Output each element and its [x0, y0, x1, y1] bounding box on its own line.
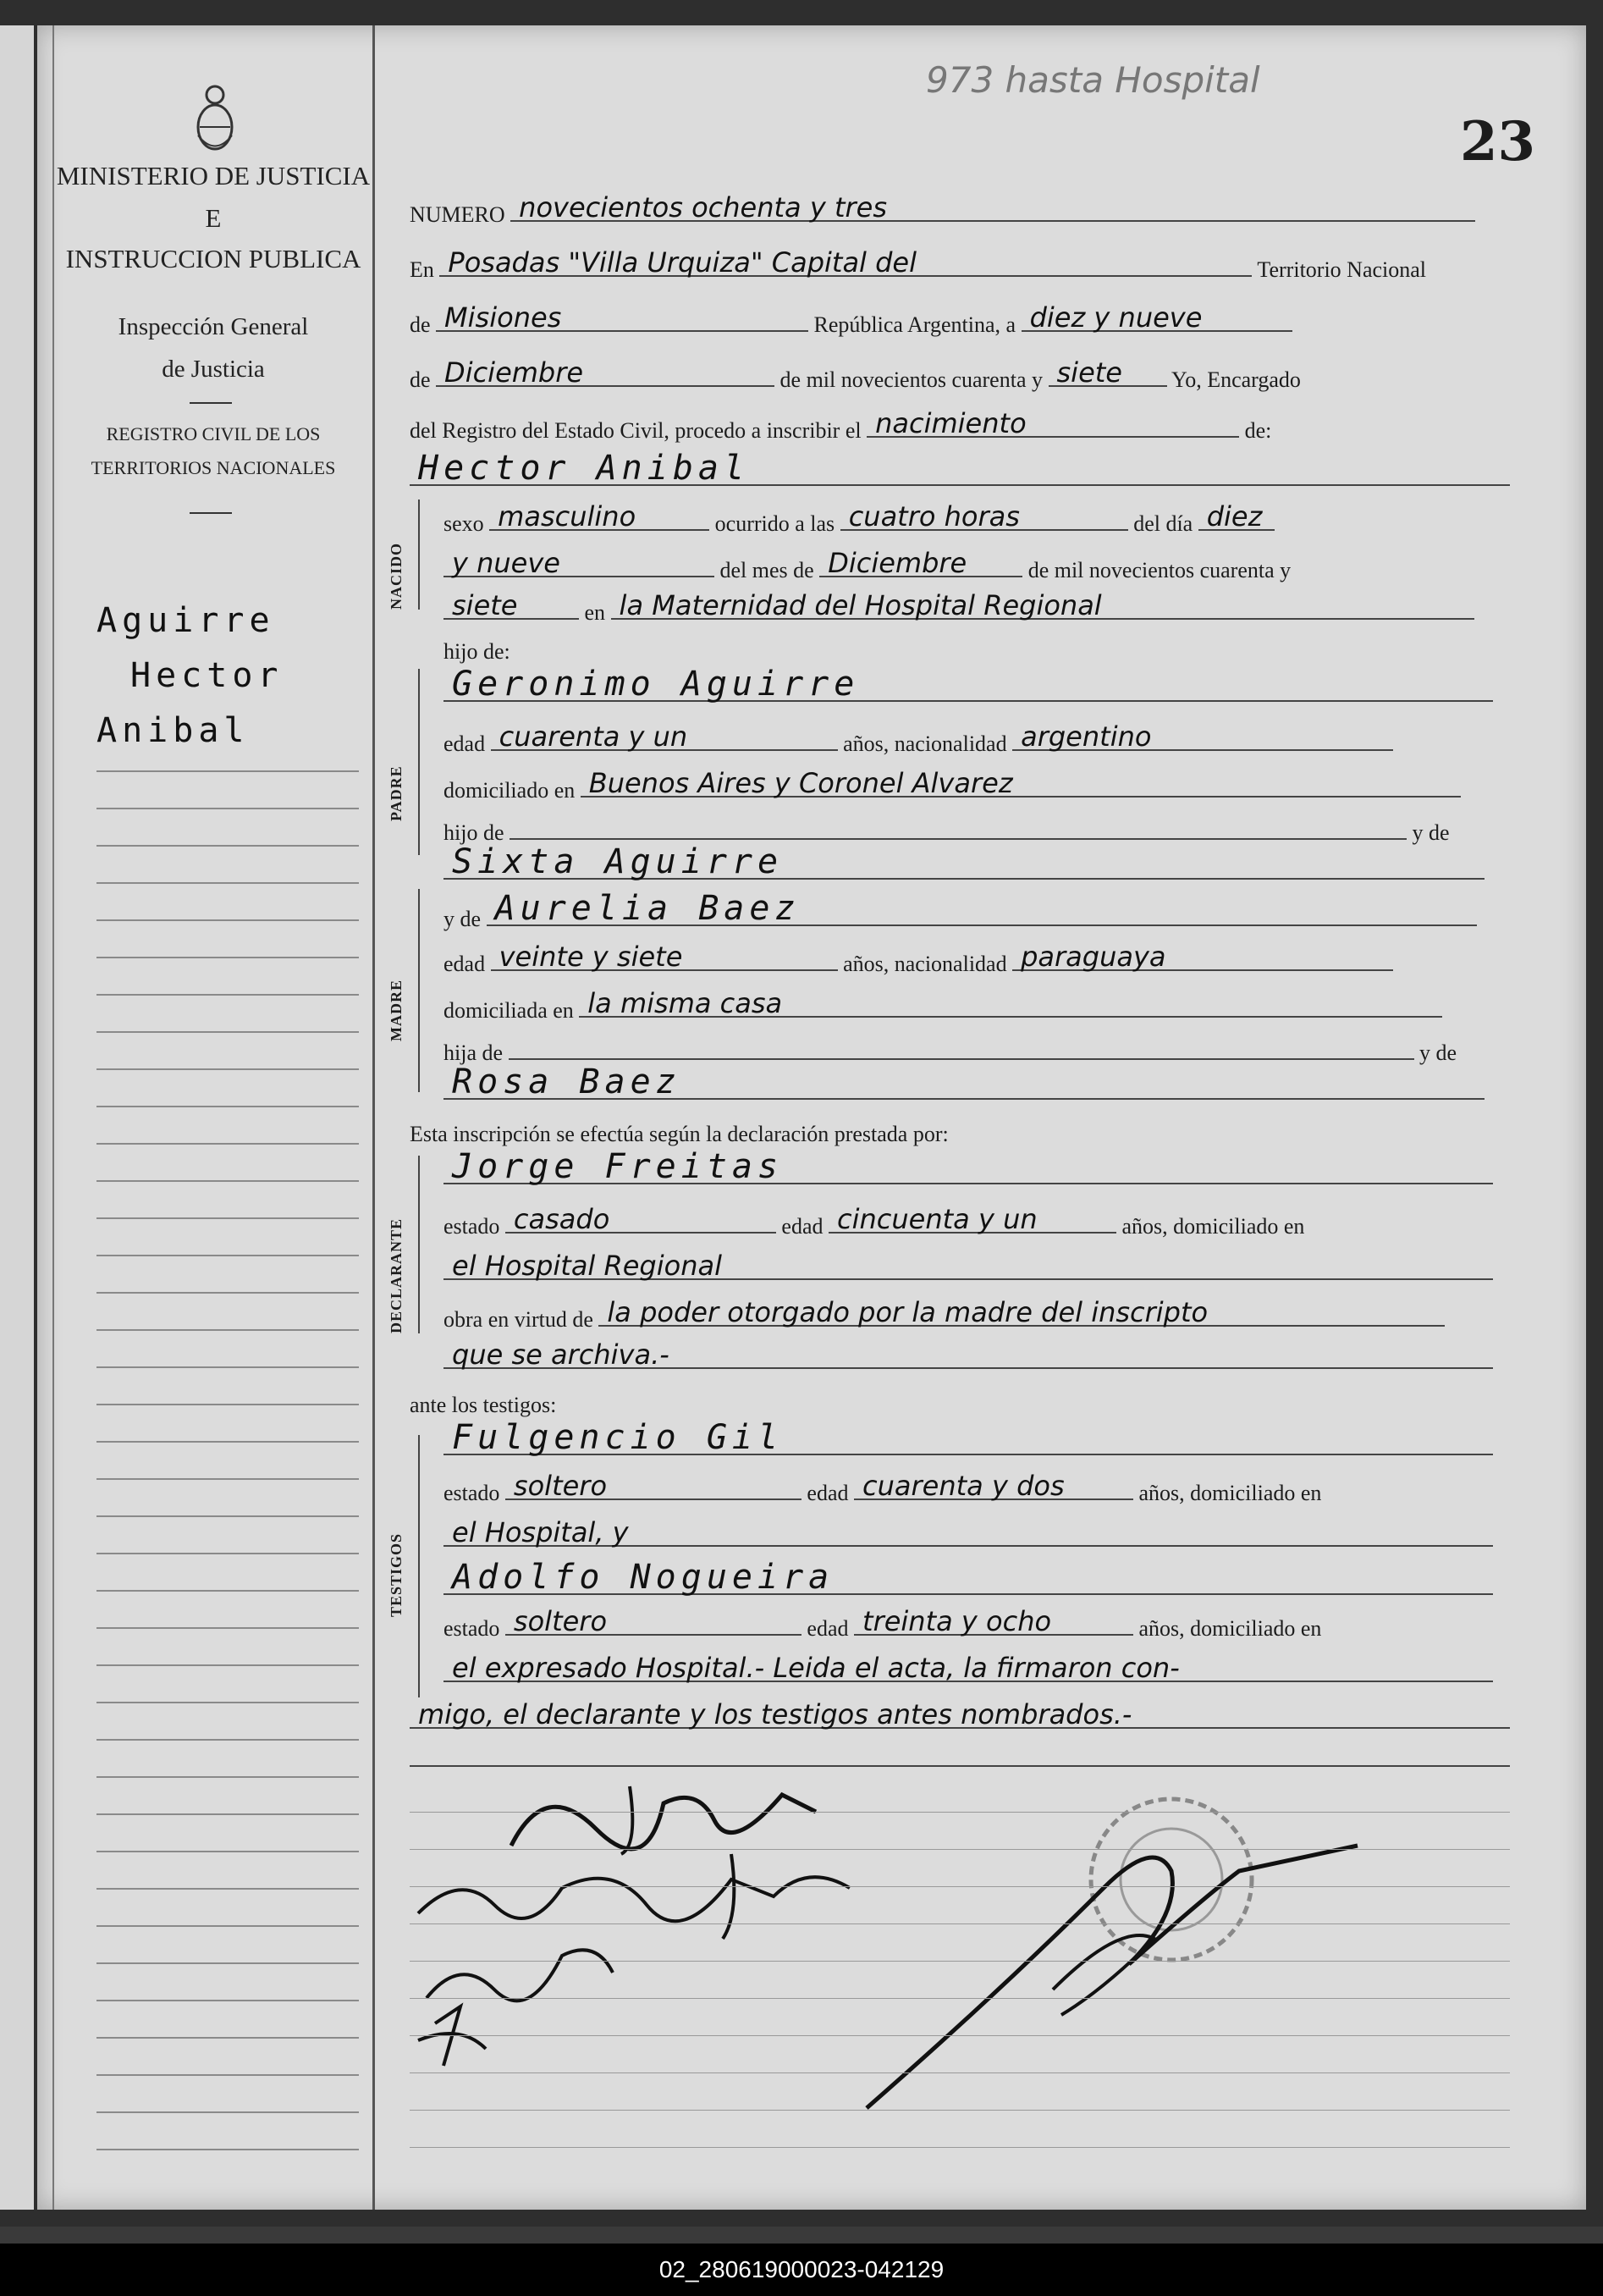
margin-ruled-line: [96, 1627, 359, 1629]
testigo1-estado-field: [505, 1470, 802, 1502]
margin-given-name-1: Hector: [130, 656, 284, 695]
numero-field: [510, 191, 1475, 224]
padre-padres-field: [443, 842, 1485, 880]
margin-ruled-line: [96, 2037, 359, 2039]
dia-field: [1022, 301, 1292, 334]
madre-nac: paraguaya: [1021, 941, 1166, 973]
testigo1-dom: el Hospital, y: [452, 1516, 629, 1548]
testigos-side-label: TESTIGOS: [388, 1532, 405, 1617]
testigo2-nombre: Adolfo Nogueira: [452, 1558, 835, 1597]
padre-padres: Sixta Aguirre: [452, 842, 784, 881]
inspection-line-2: de Justicia: [162, 356, 265, 383]
padre-dom-label: domiciliado en: [443, 778, 576, 803]
header-divider: [190, 402, 232, 404]
footer-code: 02_280619000023-042129: [658, 2256, 945, 2282]
padre-dom-field: [581, 767, 1461, 799]
margin-ruled-line: [96, 1851, 359, 1852]
madre-y-de-label-2: y de: [1419, 1040, 1457, 1065]
en2-label: en: [584, 600, 606, 625]
margin-ruled-line: [96, 1106, 359, 1107]
registro-label: del Registro del Estado Civil, procedo a inscribir el: [410, 418, 862, 443]
margin-ruled-line: [96, 1366, 359, 1368]
testigo2-estado-field: [505, 1605, 802, 1637]
testigo2-estado: soltero: [513, 1605, 608, 1637]
nacido-side-label: NACIDO: [388, 542, 405, 610]
row-declarante: [443, 1147, 1535, 1190]
anio2-value: siete: [452, 589, 518, 621]
row-dia2: [443, 547, 1535, 583]
hijo-label: hijo de:: [443, 639, 510, 664]
madre-side-label: MADRE: [388, 980, 405, 1041]
cierre-field-1: [443, 1652, 1493, 1684]
mil2-label: de mil novecientos cuarenta y: [1027, 558, 1292, 582]
ocurrido-label: ocurrido a las: [714, 511, 835, 536]
testigo2-edad-label: edad: [807, 1616, 849, 1641]
padre-nombre: Geronimo Aguirre: [452, 665, 860, 704]
declarante-nombre-field: [443, 1147, 1493, 1184]
margin-ruled-line: [96, 1068, 359, 1070]
madre-hija-de-label: hija de: [443, 1040, 504, 1065]
dia2-field: [1198, 500, 1275, 533]
cierre-a: el expresado Hospital.- Leida el acta, la firmaron con-: [452, 1652, 1180, 1684]
row-testigo1-dom: [443, 1516, 1535, 1553]
margin-ruled-line: [96, 1441, 359, 1443]
page-ruled-line: [410, 1923, 1510, 1924]
madre-nac-label: años, nacionalidad: [843, 952, 1007, 976]
row-madre: [443, 889, 1535, 932]
row-testigo1: [443, 1418, 1535, 1461]
margin-ruled-line: [96, 919, 359, 921]
padre-bracket: [418, 669, 428, 855]
madre-nac-field: [1012, 941, 1393, 973]
madre-edad-field: [491, 941, 838, 973]
ministry-line-3: INSTRUCCION PUBLICA: [65, 244, 361, 273]
row-testigo1-estado: [443, 1470, 1535, 1506]
dia2b-field: [443, 547, 714, 579]
madre-padres: Rosa Baez: [452, 1062, 681, 1101]
madre-padres-field: [443, 1062, 1485, 1100]
declarante-obra-a: la poder otorgado por la madre del inscripto: [607, 1296, 1209, 1328]
acto-field: [867, 407, 1239, 439]
de-field: [436, 301, 808, 334]
margin-ruled-line: [96, 1888, 359, 1890]
dia-value: diez y nueve: [1029, 301, 1203, 334]
sexo-label: sexo: [443, 511, 484, 536]
register-page: [37, 25, 1586, 2210]
page-ruled-line: [410, 2110, 1510, 2111]
registry-line-1: REGISTRO CIVIL DE LOS: [106, 423, 321, 444]
margin-ruled-line: [96, 808, 359, 809]
margin-ruled-line: [96, 1590, 359, 1592]
dia2-value-a: diez: [1206, 500, 1263, 533]
margin-ruled-line: [96, 1031, 359, 1033]
madre-bracket: [418, 889, 428, 1092]
obra-field: [598, 1296, 1445, 1328]
padre-edad-label: edad: [443, 731, 486, 756]
obra-label: obra en virtud de: [443, 1307, 593, 1332]
margin-ruled-line: [96, 882, 359, 884]
anio2-field: [443, 589, 579, 621]
row-lugar: [443, 589, 1535, 626]
registration-form: [388, 25, 1535, 2210]
testigo1-edad-field: [854, 1470, 1133, 1502]
margin-ruled-line: [96, 845, 359, 847]
margin-ruled-line: [96, 1180, 359, 1182]
pencil-note: 973 hasta Hospital: [926, 59, 1260, 101]
row-padre-padres: [443, 842, 1535, 886]
row-registro: [410, 407, 1535, 444]
page-ruled-line: [410, 2035, 1510, 2036]
testigo2-dom-label: años, domiciliado en: [1138, 1616, 1322, 1641]
nombre-value: Hector Anibal: [418, 449, 750, 488]
testigo2-edad: treinta y ocho: [862, 1605, 1052, 1637]
lugar-field: [611, 589, 1474, 621]
row-sexo: [443, 500, 1535, 537]
margin-ruled-line: [96, 1813, 359, 1815]
madre-hija-field: [509, 1033, 1414, 1060]
declarante-nombre: Jorge Freitas: [452, 1147, 784, 1186]
cierre-field-2: [410, 1698, 1510, 1730]
page-ruled-line: [410, 1812, 1510, 1813]
testigo1-edad-label: edad: [807, 1481, 849, 1505]
padre-edad: cuarenta y un: [499, 720, 688, 753]
declarante-dom: el Hospital Regional: [452, 1250, 722, 1282]
testigo1-estado-label: estado: [443, 1481, 500, 1505]
en-label: En: [410, 257, 434, 282]
margin-ruled-line: [96, 1702, 359, 1703]
margin-ruled-line: [96, 2149, 359, 2150]
testigo2-nombre-field: [443, 1558, 1493, 1595]
row-nombre: [410, 449, 1535, 492]
coat-of-arms-icon: [190, 76, 240, 161]
padre-dom: Buenos Aires y Coronel Alvarez: [588, 767, 1013, 799]
inscripcion-label: Esta inscripción se efectúa según la declaración prestada por:: [410, 1122, 949, 1146]
row-declarante-obra-2: [443, 1338, 1535, 1375]
margin-ruled-line: [96, 2111, 359, 2113]
margin-ruled-line: [96, 1553, 359, 1554]
declarante-edad-label: edad: [781, 1214, 824, 1239]
ministry-line-1: MINISTERIO DE JUSTICIA: [56, 161, 371, 190]
margin-column: [37, 25, 375, 2210]
del-dia-label: del día: [1133, 511, 1193, 536]
ministry-line-2: E: [205, 203, 222, 233]
row-declarante-dom: [443, 1250, 1535, 1286]
registry-line-2: TERRITORIOS NACIONALES: [91, 457, 336, 478]
row-en: [410, 246, 1535, 283]
mes-field: [436, 356, 774, 389]
anio-value: siete: [1056, 356, 1122, 389]
row-madre-dom: [443, 987, 1535, 1024]
margin-ruled-line: [96, 1925, 359, 1927]
row-declarante-obra: [443, 1296, 1535, 1333]
testigo1-nombre: Fulgencio Gil: [452, 1418, 784, 1457]
row-padre-hijo: [443, 813, 1535, 846]
dia2-value-b: y nueve: [452, 547, 560, 579]
madre-dom-label: domiciliada en: [443, 998, 574, 1023]
padre-nac-label: años, nacionalidad: [843, 731, 1007, 756]
testigo2-estado-label: estado: [443, 1616, 500, 1641]
row-de: [410, 301, 1535, 338]
testigo1-edad: cuarenta y dos: [862, 1470, 1065, 1502]
en-field: [439, 246, 1252, 279]
madre-edad-label: edad: [443, 952, 486, 976]
de3-label: de:: [1244, 418, 1272, 443]
testigo1-nombre-field: [443, 1418, 1493, 1455]
declarante-dom-label: años, domiciliado en: [1121, 1214, 1305, 1239]
signature-encargado: [850, 1820, 1374, 2125]
mes-value: Diciembre: [444, 356, 584, 389]
scan-footer: [0, 2244, 1603, 2296]
row-madre-edad: [443, 941, 1535, 977]
declarante-side-label: DECLARANTE: [388, 1217, 405, 1333]
declarante-dom-field: [443, 1250, 1493, 1282]
row-madre-padres: [443, 1062, 1535, 1106]
padre-side-label: PADRE: [388, 765, 405, 821]
anio-field: [1049, 356, 1167, 389]
hora-value: cuatro horas: [848, 500, 1020, 533]
nombre-field: [410, 449, 1510, 486]
madre-nombre-field: [487, 889, 1477, 926]
testigo2-edad-field: [854, 1605, 1133, 1637]
margin-ruled-line: [96, 1255, 359, 1256]
en-value: Posadas "Villa Urquiza" Capital del: [448, 246, 917, 279]
margin-given-name-2: Anibal: [96, 711, 250, 750]
margin-ruled-line: [96, 1478, 359, 1480]
margin-ruled-line: [96, 957, 359, 958]
margin-ruled-line: [96, 2000, 359, 2001]
inspection-line-1: Inspección General: [118, 313, 309, 340]
margin-ruled-line: [96, 1664, 359, 1666]
mes2-field: [819, 547, 1022, 579]
de-label: de: [410, 312, 431, 337]
testigos-label: ante los testigos:: [410, 1393, 557, 1417]
testigo1-dom-field: [443, 1516, 1493, 1548]
testigos-bracket: [418, 1435, 428, 1697]
nacido-bracket: [418, 499, 428, 610]
declarante-edad: cincuenta y un: [837, 1203, 1038, 1235]
row-testigo2: [443, 1558, 1535, 1601]
row-fecha: [410, 356, 1535, 393]
page-number: 23: [1459, 110, 1535, 174]
numero-label: NUMERO: [410, 202, 505, 227]
padre-hijo-field: [510, 813, 1407, 840]
margin-ruled-line: [96, 1217, 359, 1219]
page-ruled-line: [410, 1849, 1510, 1850]
margin-ruled-line: [96, 1404, 359, 1405]
declarante-estado-field: [505, 1203, 776, 1235]
padre-nac: argentino: [1021, 720, 1152, 753]
madre-y-de-label: y de: [443, 907, 482, 931]
row-padre-edad: [443, 720, 1535, 757]
sexo-value: masculino: [498, 500, 636, 533]
page-ruled-line: [410, 2147, 1510, 2148]
numero-value: novecientos ochenta y tres: [519, 191, 887, 224]
de-value: Misiones: [444, 301, 562, 334]
padre-hijo-de-label: hijo de: [443, 820, 504, 845]
declarante-estado: casado: [513, 1203, 610, 1235]
padre-edad-field: [491, 720, 838, 753]
margin-ruled-line: [96, 1329, 359, 1331]
testigo1-dom-label: años, domiciliado en: [1138, 1481, 1322, 1505]
del-mes-label: del mes de: [719, 558, 814, 582]
territorio-label: Territorio Nacional: [1257, 257, 1427, 282]
row-declarante-estado: [443, 1203, 1535, 1239]
header-divider-2: [190, 512, 232, 514]
previous-page-edge: [0, 25, 34, 2210]
cierre-b: migo, el declarante y los testigos antes nombrados.-: [418, 1698, 1132, 1730]
row-numero: [410, 191, 1535, 228]
margin-ruled-line: [96, 1776, 359, 1778]
acto-value: nacimiento: [875, 407, 1027, 439]
margin-ruled-line: [96, 994, 359, 996]
page-ruled-line: [410, 1998, 1510, 1999]
row-madre-hija: [443, 1033, 1535, 1066]
page-ruled-line: [410, 1886, 1510, 1887]
madre-edad: veinte y siete: [499, 941, 683, 973]
madre-dom: la misma casa: [587, 987, 783, 1019]
margin-inner-line: [52, 25, 54, 2210]
margin-ruled-line: [96, 1292, 359, 1294]
yo-label: Yo, Encargado: [1171, 367, 1301, 392]
row-cierre-1: [443, 1652, 1535, 1688]
obra-field-2: [443, 1338, 1493, 1371]
page-ruled-line: [410, 2072, 1510, 2073]
sexo-field: [489, 500, 709, 533]
declarante-obra-b: que se archiva.-: [452, 1338, 669, 1371]
madre-dom-field: [579, 987, 1442, 1019]
madre-nombre: Aurelia Baez: [494, 889, 801, 928]
padre-y-de-label: y de: [1412, 820, 1450, 845]
mil-label: de mil novecientos cuarenta y: [779, 367, 1043, 392]
margin-ruled-line: [96, 1515, 359, 1517]
lugar-value: la Maternidad del Hospital Regional: [619, 589, 1102, 621]
declarante-bracket: [418, 1156, 428, 1333]
margin-ruled-line: [96, 1143, 359, 1145]
row-padre-dom: [443, 767, 1535, 803]
testigo1-estado: soltero: [513, 1470, 608, 1502]
mes2-value: Diciembre: [828, 547, 967, 579]
page-ruled-line: [410, 1961, 1510, 1962]
margin-ruled-line: [96, 1962, 359, 1964]
republica-label: República Argentina, a: [813, 312, 1016, 337]
margin-surname: Aguirre: [96, 601, 275, 640]
margin-ruled-line: [96, 1739, 359, 1741]
padre-nac-field: [1012, 720, 1393, 753]
signature-rule: [410, 1765, 1510, 1767]
padre-nombre-field: [443, 665, 1493, 702]
margin-ruled-line: [96, 770, 359, 772]
declarante-estado-label: estado: [443, 1214, 500, 1239]
row-padre: [443, 665, 1535, 708]
row-cierre-2: [410, 1698, 1535, 1735]
de2-label: de: [410, 367, 431, 392]
row-testigo2-estado: [443, 1605, 1535, 1642]
margin-ruled-line: [96, 2074, 359, 2076]
hora-field: [840, 500, 1128, 533]
declarante-edad-field: [829, 1203, 1116, 1235]
